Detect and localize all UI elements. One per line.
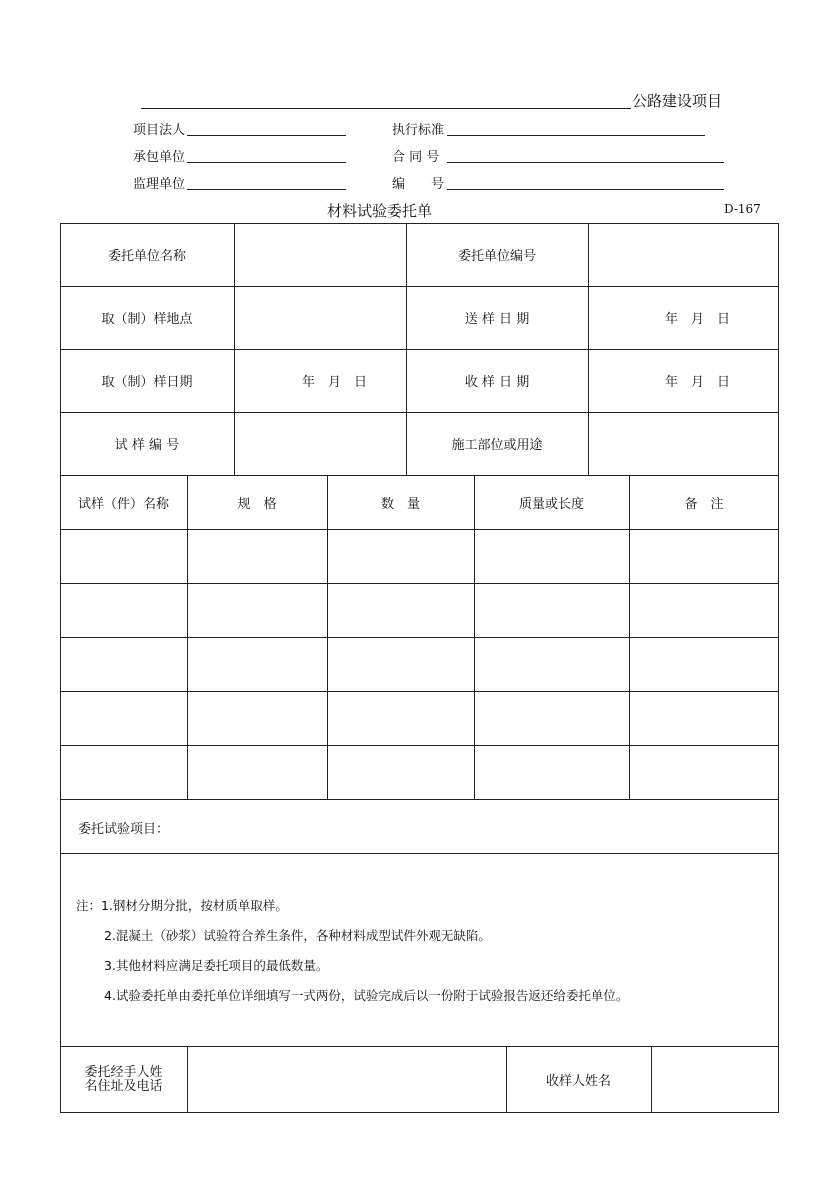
row-divider	[60, 529, 779, 530]
supervisor-field[interactable]	[187, 189, 346, 190]
note-3: 3.其他材料应满足委托项目的最低数量。	[104, 958, 329, 973]
delivery-date-value[interactable]: 年 月 日	[665, 312, 731, 327]
sample-no-label: 试 样 编 号	[114, 438, 180, 453]
header-quantity: 数 量	[380, 496, 420, 512]
note-2: 2.混凝土（砂浆）试验符合养生条件，各种材料成型试件外观无缺陷。	[104, 928, 491, 943]
row-divider	[60, 853, 779, 854]
row-divider	[60, 799, 779, 800]
receipt-date-label: 收 样 日 期	[464, 375, 530, 390]
client-name-value[interactable]	[234, 223, 406, 286]
receiver-label: 收样人姓名	[545, 1074, 611, 1089]
row-divider	[60, 691, 779, 692]
client-no-label: 委托单位编号	[457, 249, 536, 264]
sample-no-value[interactable]	[234, 412, 406, 475]
supervisor-label: 监理单位	[133, 177, 186, 192]
serial-no-field[interactable]	[447, 189, 724, 190]
contractor-label: 承包单位	[133, 150, 186, 165]
usage-label: 施工部位或用途	[451, 438, 543, 453]
project-suffix: 公路建设项目	[632, 92, 723, 110]
header-spec: 规 格	[237, 496, 277, 512]
receipt-date-value[interactable]: 年 月 日	[665, 375, 731, 390]
client-no-value[interactable]	[588, 223, 779, 286]
test-items-label: 委托试验项目：	[78, 822, 170, 837]
handler-label-line1: 委托经手人姓	[84, 1064, 163, 1080]
delivery-date-label: 送 样 日 期	[464, 312, 530, 327]
standard-field[interactable]	[447, 135, 705, 136]
note-1: 注：1.钢材分期分批，按材质单取样。	[76, 898, 288, 913]
header-mass-length: 质量或长度	[518, 496, 584, 512]
header-sample-name: 试样（件）名称	[77, 496, 169, 512]
sampling-place-value[interactable]	[234, 286, 406, 349]
row-divider	[60, 583, 779, 584]
contract-no-field[interactable]	[447, 162, 724, 163]
serial-no-label: 编 号	[392, 177, 445, 192]
project-owner-field[interactable]	[187, 135, 346, 136]
form-title: 材料试验委托单	[327, 202, 433, 220]
note-4: 4.试验委托单由委托单位详细填写一式两份，试验完成后以一份附于试验报告返还给委托单位。	[104, 988, 629, 1003]
project-owner-label: 项目法人	[133, 123, 186, 138]
handler-label	[60, 1046, 187, 1113]
handler-label-line2: 名住址及电话	[84, 1078, 163, 1094]
sampling-place-label: 取（制）样地点	[101, 312, 193, 327]
sampling-date-value[interactable]: 年 月 日	[302, 375, 368, 390]
contract-no-label: 合 同 号	[392, 150, 440, 165]
form-code: D-167	[724, 202, 761, 216]
contractor-field[interactable]	[187, 162, 346, 163]
receiver-value[interactable]	[651, 1046, 779, 1113]
row-divider	[60, 637, 779, 638]
row-divider	[60, 745, 779, 746]
standard-label: 执行标准	[392, 123, 445, 138]
header-remarks: 备 注	[684, 496, 724, 512]
client-name-label: 委托单位名称	[107, 249, 186, 264]
usage-value[interactable]	[588, 412, 779, 475]
project-name-line[interactable]	[141, 108, 631, 109]
handler-value[interactable]	[187, 1046, 506, 1113]
sampling-date-label: 取（制）样日期	[101, 375, 193, 390]
